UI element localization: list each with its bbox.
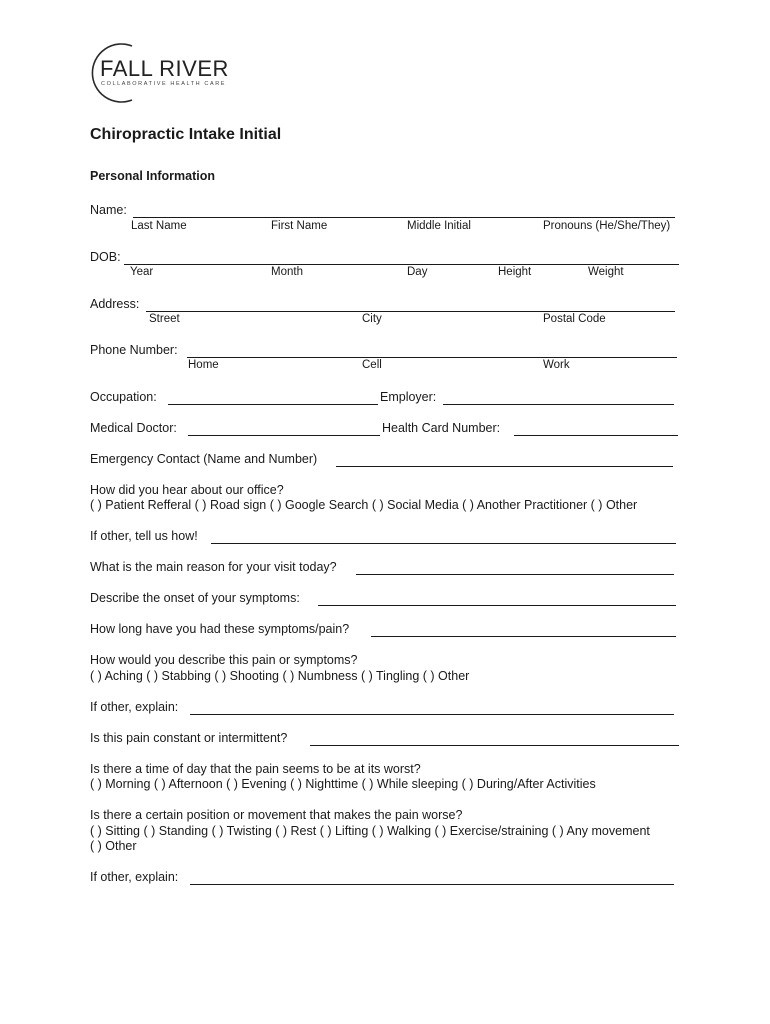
- constant-label: Is this pain constant or intermittent?: [90, 731, 288, 745]
- hear-question: How did you hear about our office?: [90, 483, 284, 497]
- position-options-line-2[interactable]: ( ) Other: [90, 839, 137, 853]
- constant-field[interactable]: [310, 745, 679, 746]
- medical-doctor-field[interactable]: [188, 435, 380, 436]
- occupation-label: Occupation:: [90, 390, 157, 404]
- phone-label: Phone Number:: [90, 343, 178, 357]
- sub-label-postal-code: Postal Code: [543, 313, 606, 325]
- sub-label-weight: Weight: [588, 266, 624, 278]
- sub-label-work: Work: [543, 359, 570, 371]
- medical-doctor-label: Medical Doctor:: [90, 421, 177, 435]
- sub-label-home: Home: [188, 359, 219, 371]
- if-other-explain-field-2[interactable]: [190, 884, 674, 885]
- how-long-field[interactable]: [371, 636, 676, 637]
- onset-field[interactable]: [318, 605, 676, 606]
- sub-label-street: Street: [149, 313, 180, 325]
- emergency-contact-label: Emergency Contact (Name and Number): [90, 452, 318, 466]
- time-options[interactable]: ( ) Morning ( ) Afternoon ( ) Evening ( ) Nighttime ( ) While sleeping ( ) During/After Activities: [90, 777, 596, 791]
- if-other-explain-label-2: If other, explain:: [90, 870, 179, 884]
- sub-label-month: Month: [271, 266, 303, 278]
- logo-tagline: COLLABORATIVE HEALTH CARE: [101, 81, 227, 87]
- occupation-field[interactable]: [168, 404, 378, 405]
- if-other-tell-label: If other, tell us how!: [90, 529, 198, 543]
- if-other-explain-label: If other, explain:: [90, 700, 179, 714]
- sub-label-cell: Cell: [362, 359, 382, 371]
- employer-field[interactable]: [443, 404, 674, 405]
- page-title: Chiropractic Intake Initial: [90, 126, 282, 143]
- name-field[interactable]: [133, 217, 675, 218]
- how-long-label: How long have you had these symptoms/pain?: [90, 622, 350, 636]
- sub-label-last-name: Last Name: [131, 220, 187, 232]
- sub-label-year: Year: [130, 266, 154, 278]
- onset-label: Describe the onset of your symptoms:: [90, 591, 300, 605]
- dob-field[interactable]: [124, 264, 679, 265]
- pain-options[interactable]: ( ) Aching ( ) Stabbing ( ) Shooting ( ) Numbness ( ) Tingling ( ) Other: [90, 669, 470, 683]
- dob-label: DOB:: [90, 250, 121, 264]
- logo-name: FALL RIVER: [100, 56, 229, 81]
- sub-label-pronouns: Pronouns (He/She/They): [543, 220, 671, 232]
- clinic-logo: [88, 40, 228, 110]
- position-options-line-1[interactable]: ( ) Sitting ( ) Standing ( ) Twisting ( ) Rest ( ) Lifting ( ) Walking ( ) Exercise/straining ( ) Any movement: [90, 824, 650, 838]
- employer-label: Employer:: [380, 390, 437, 404]
- describe-pain-question: How would you describe this pain or symptoms?: [90, 653, 358, 667]
- time-of-day-question: Is there a time of day that the pain seems to be at its worst?: [90, 762, 421, 776]
- if-other-tell-field[interactable]: [211, 543, 676, 544]
- address-label: Address:: [90, 297, 140, 311]
- phone-field[interactable]: [187, 357, 677, 358]
- main-reason-field[interactable]: [356, 574, 674, 575]
- address-field[interactable]: [146, 311, 675, 312]
- position-question: Is there a certain position or movement that makes the pain worse?: [90, 808, 463, 822]
- section-heading: Personal Information: [90, 169, 216, 183]
- name-label: Name:: [90, 203, 127, 217]
- health-card-label: Health Card Number:: [382, 421, 501, 435]
- main-reason-label: What is the main reason for your visit today?: [90, 560, 337, 574]
- if-other-explain-field[interactable]: [190, 714, 674, 715]
- emergency-contact-field[interactable]: [336, 466, 673, 467]
- health-card-field[interactable]: [514, 435, 678, 436]
- sub-label-city: City: [362, 313, 382, 325]
- sub-label-middle-initial: Middle Initial: [407, 220, 471, 232]
- sub-label-first-name: First Name: [271, 220, 328, 232]
- hear-options[interactable]: ( ) Patient Refferal ( ) Road sign ( ) Google Search ( ) Social Media ( ) Another Practitioner ( ) Other: [90, 498, 638, 512]
- sub-label-height: Height: [498, 266, 532, 278]
- sub-label-day: Day: [407, 266, 428, 278]
